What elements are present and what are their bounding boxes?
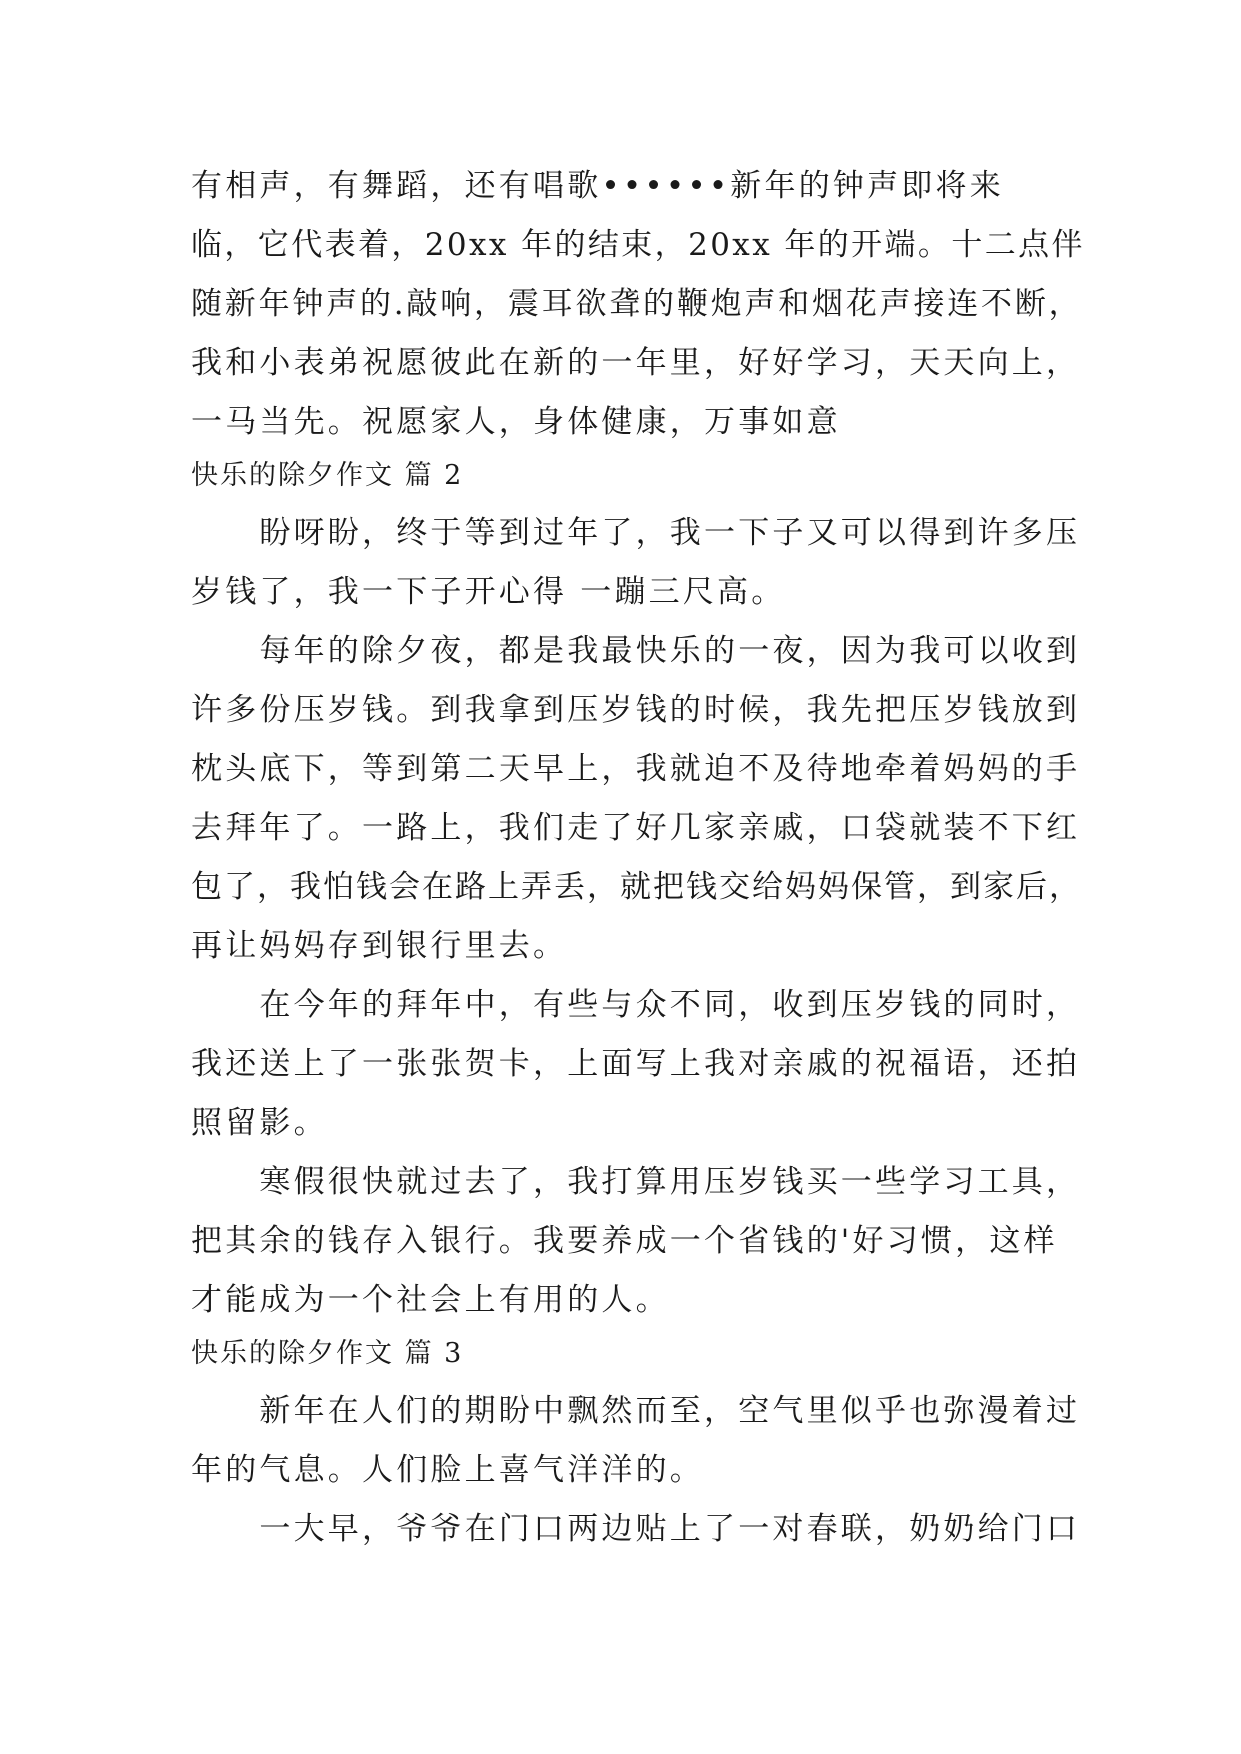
- paragraph-line: 我和小表弟祝愿彼此在新的一年里，好好学习，天天向上，: [191, 345, 1081, 381]
- section-heading: 快乐的除夕作文 篇 2: [191, 460, 464, 491]
- paragraph-line: 年的气息。人们脸上喜气洋洋的。: [191, 1452, 704, 1488]
- paragraph-line: 盼呀盼，终于等到过年了，我一下子又可以得到许多压: [191, 515, 1081, 551]
- paragraph-line: 许多份压岁钱。到我拿到压岁钱的时候，我先把压岁钱放到: [191, 692, 1081, 728]
- paragraph-line: 新年在人们的期盼中飘然而至，空气里似乎也弥漫着过: [191, 1393, 1081, 1429]
- paragraph-line: 随新年钟声的.敲响，震耳欲聋的鞭炮声和烟花声接连不断，: [191, 286, 1083, 322]
- paragraph-line: 有相声，有舞蹈，还有唱歌••••••新年的钟声即将来: [191, 168, 1004, 204]
- paragraph-line: 包了，我怕钱会在路上弄丢，就把钱交给妈妈保管，到家后，: [191, 869, 1082, 905]
- paragraph-line: 我还送上了一张张贺卡，上面写上我对亲戚的祝福语，还拍: [191, 1046, 1081, 1082]
- paragraph-line: 照留影。: [191, 1105, 328, 1141]
- paragraph-line: 一马当先。祝愿家人，身体健康，万事如意: [191, 404, 841, 440]
- paragraph-line: 临，它代表着，20xx 年的结束，20xx 年的开端。十二点伴: [191, 227, 1085, 263]
- section-heading: 快乐的除夕作文 篇 3: [191, 1338, 464, 1369]
- paragraph-line: 岁钱了，我一下子开心得 一蹦三尺高。: [191, 574, 786, 610]
- paragraph-line: 一大早，爷爷在门口两边贴上了一对春联，奶奶给门口: [191, 1511, 1081, 1547]
- paragraph-line: 去拜年了。一路上，我们走了好几家亲戚，口袋就装不下红: [191, 810, 1081, 846]
- paragraph-line: 才能成为一个社会上有用的人。: [191, 1282, 670, 1318]
- paragraph-line: 把其余的钱存入银行。我要养成一个省钱的'好习惯，这样: [191, 1223, 1058, 1259]
- paragraph-line: 在今年的拜年中，有些与众不同，收到压岁钱的同时，: [191, 987, 1081, 1023]
- paragraph-line: 每年的除夕夜，都是我最快乐的一夜，因为我可以收到: [191, 633, 1081, 669]
- paragraph-line: 枕头底下，等到第二天早上，我就迫不及待地牵着妈妈的手: [191, 751, 1081, 787]
- paragraph-line: 再让妈妈存到银行里去。: [191, 928, 568, 964]
- paragraph-line: 寒假很快就过去了，我打算用压岁钱买一些学习工具，: [191, 1164, 1081, 1200]
